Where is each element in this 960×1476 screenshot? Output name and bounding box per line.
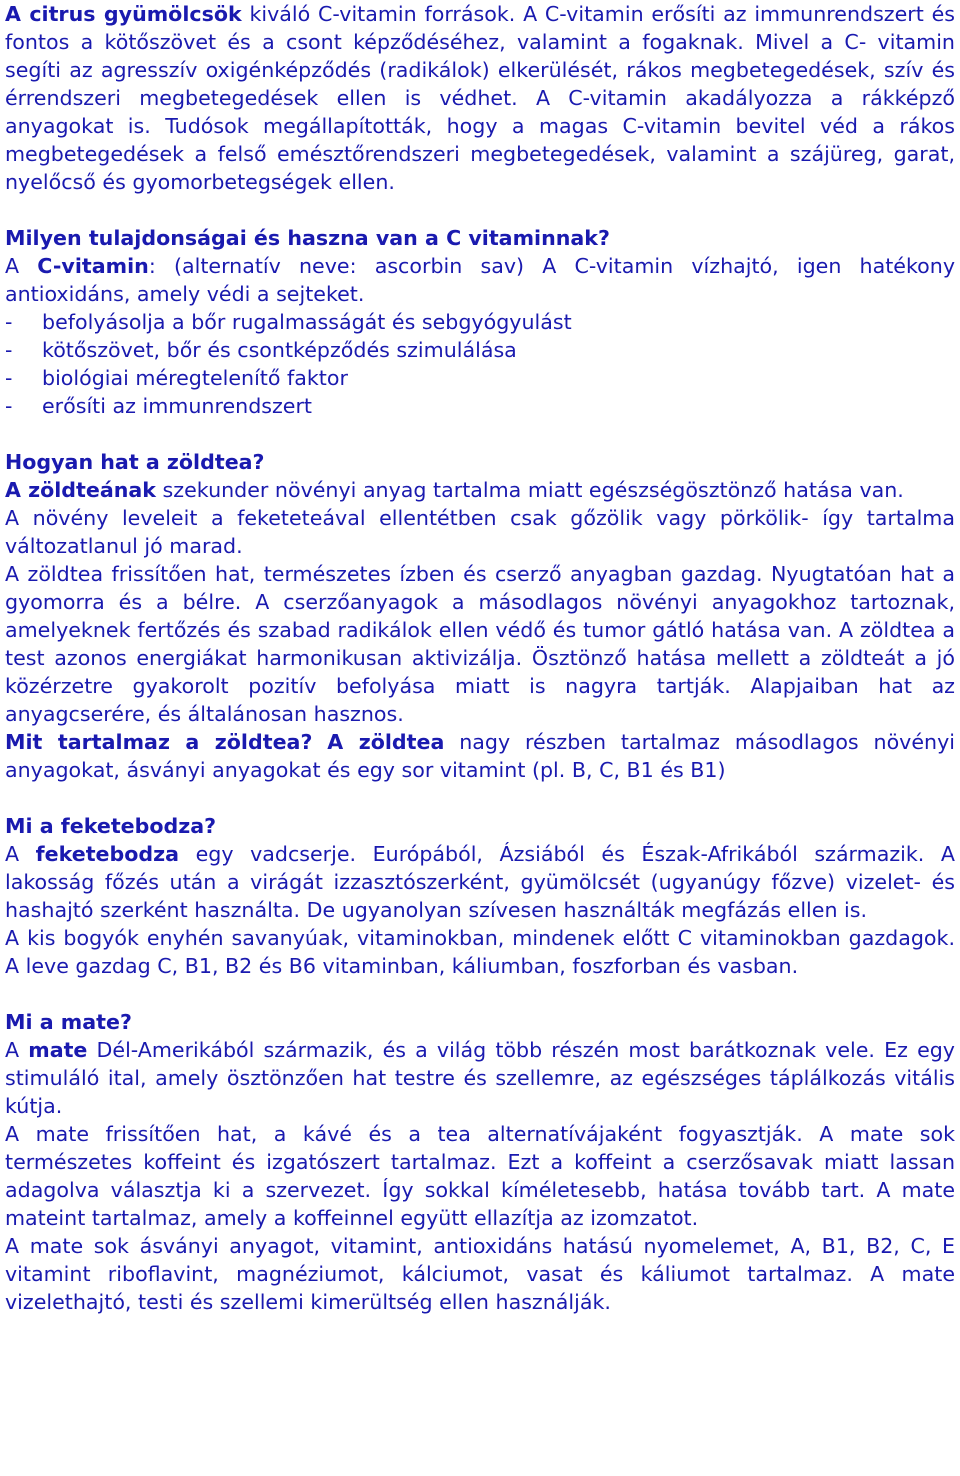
vitamin-c-intro-a: A — [5, 254, 38, 278]
spacer — [5, 980, 955, 1008]
mate-paragraph-2: A mate frissítően hat, a kávé és a tea alternatívájaként fogyasztják. A mate sok természetes koffeint és izgatószert tartalmaz. Ezt a koffeint a cserzősavak miatt lassan adagolva választja ki a szervezet. Így sokkal kíméletesebb, hatása tovább tart. A mate mateint tartalmaz, amely a koffeinnel együtt ellazítja az izomzatot. — [5, 1122, 955, 1230]
blackcurrant-paragraph-2: A kis bogyók enyhén savanyúak, vitaminokban, mindenek előtt C vitaminokban gazdagok. A leve gazdag C, B1, B2 és B6 vitaminban, káliumban, foszforban és vasban. — [5, 926, 955, 978]
list-item-text: kötőszövet, bőr és csontképződés szimulálása — [42, 338, 517, 362]
blackcurrant-term: feketebodza — [35, 842, 180, 866]
intro-text: kiváló C-vitamin források. A C-vitamin erősíti az immunrendszert és fontos a kötőszövet és a csont képződéséhez, valamint a fogaknak. Mivel a C- vitamin segíti az agresszív oxigénképződés (radikálok) elkerülését, rákos megbetegedések, szív és érrendszeri megbetegedések ellen is védhet. A C-vitamin akadályozza a rákképző anyagokat is. Tudósok megállapították, hogy a magas C-vitamin bevitel véd a rákos megbetegedések a felső emésztőrendszeri megbetegedések, valamint a szájüreg, garat, nyelőcső és gyomorbetegségek ellen. — [5, 2, 955, 194]
mate-paragraph-1 — [5, 1036, 955, 1120]
spacer — [5, 196, 955, 224]
green-tea-paragraph-2: A növény leveleit a feketeteával ellentétben csak gőzölik vagy pörkölik- így tartalma változatlanul jó marad. — [5, 506, 955, 558]
vitamin-c-intro — [5, 252, 955, 308]
list-item-text: biológiai méregtelenítő faktor — [42, 366, 348, 390]
mate-heading: Mi a mate? — [5, 1010, 132, 1034]
list-item-text: befolyásolja a bőr rugalmasságát és sebgyógyulást — [42, 310, 572, 334]
dash-bullet: - — [5, 366, 13, 390]
green-tea-paragraph-4 — [5, 728, 955, 784]
green-tea-question: Mit tartalmaz a zöldtea? — [5, 730, 313, 754]
dash-bullet: - — [5, 310, 13, 334]
blackcurrant-p1-a: A — [5, 842, 36, 866]
green-tea-paragraph-3: A zöldtea frissítően hat, természetes ízben és cserző anyagban gazdag. Nyugtatóan hat a gyomorra és a bélre. A cserzőanyagok a másodlagos növényi anyagokhoz tartoznak, amelyeknek fertőzés és szabad radikálok ellen védő és tumor gátló hatása van. A zöldtea a test azonos energiákat harmonikusan aktivizálja. Ösztönző hatása mellett a zöldteát a jó közérzetre gyakorolt pozitív befolyása miatt is nagyra tartják. Alapjaiban hat az anyagcserére, és általánosan hasznos. — [5, 562, 955, 726]
blackcurrant-p1-rest: egy vadcserje. Európából, Ázsiából és Észak-Afrikából származik. A lakosság főzés után a virágát izzasztószerként, gyümölcsét (ugyanúgy főzve) vizelet- és hashajtó szerként használta. De ugyanolyan szívesen használták megfázás ellen is. — [5, 842, 955, 922]
mate-paragraph-3: A mate sok ásványi anyagot, vitamint, antioxidáns hatású nyomelemet, A, B1, B2, C, E vitamint riboflavint, magnéziumot, kálciumot, vasat és káliumot tartalmaz. A mate vizelethajtó, testi és szellemi kimerültség ellen használják. — [5, 1234, 955, 1314]
list-item — [5, 336, 955, 364]
list-item-text: erősíti az immunrendszert — [42, 394, 313, 418]
list-item — [5, 308, 955, 336]
mate-term: mate — [28, 1038, 88, 1062]
green-tea-paragraph-1 — [5, 476, 955, 504]
list-item — [5, 392, 955, 420]
mate-p1-a: A — [5, 1038, 29, 1062]
green-tea-p1-rest: szekunder növényi anyag tartalma miatt egészségösztönző hatása van. — [156, 478, 904, 502]
vitamin-c-intro-rest: : (alternatív neve: ascorbin sav) A C-vitamin vízhajtó, igen hatékony antioxidáns, amely védi a sejteket. — [5, 254, 956, 306]
green-tea-heading: Hogyan hat a zöldtea? — [5, 450, 265, 474]
intro-paragraph — [5, 0, 955, 196]
dash-bullet: - — [5, 394, 13, 418]
green-tea-term: A zöldteának — [5, 478, 157, 502]
green-tea-p4-space — [312, 730, 327, 754]
spacer — [5, 784, 955, 812]
blackcurrant-heading: Mi a feketebodza? — [5, 814, 217, 838]
spacer — [5, 420, 955, 448]
vitamin-c-benefits-list — [5, 308, 955, 420]
mate-p1-rest: Dél-Amerikából származik, és a világ több részén most barátkoznak vele. Ez egy stimuláló ital, amely ösztönzően hat testre és szellemre, az egészséges táplálkozás vitális kútja. — [5, 1038, 955, 1118]
vitamin-c-term: C-vitamin — [37, 254, 149, 278]
blackcurrant-paragraph-1 — [5, 840, 955, 924]
green-tea-term-2: A zöldtea — [327, 730, 445, 754]
intro-lead: A citrus gyümölcsök — [5, 2, 242, 26]
dash-bullet: - — [5, 338, 13, 362]
green-tea-p4-rest: nagy részben tartalmaz másodlagos növényi anyagokat, ásványi anyagokat és egy sor vitamint (pl. B, C, B1 és B1) — [5, 730, 956, 782]
list-item — [5, 364, 955, 392]
vitamin-c-heading: Milyen tulajdonságai és haszna van a C vitaminnak? — [5, 226, 610, 250]
